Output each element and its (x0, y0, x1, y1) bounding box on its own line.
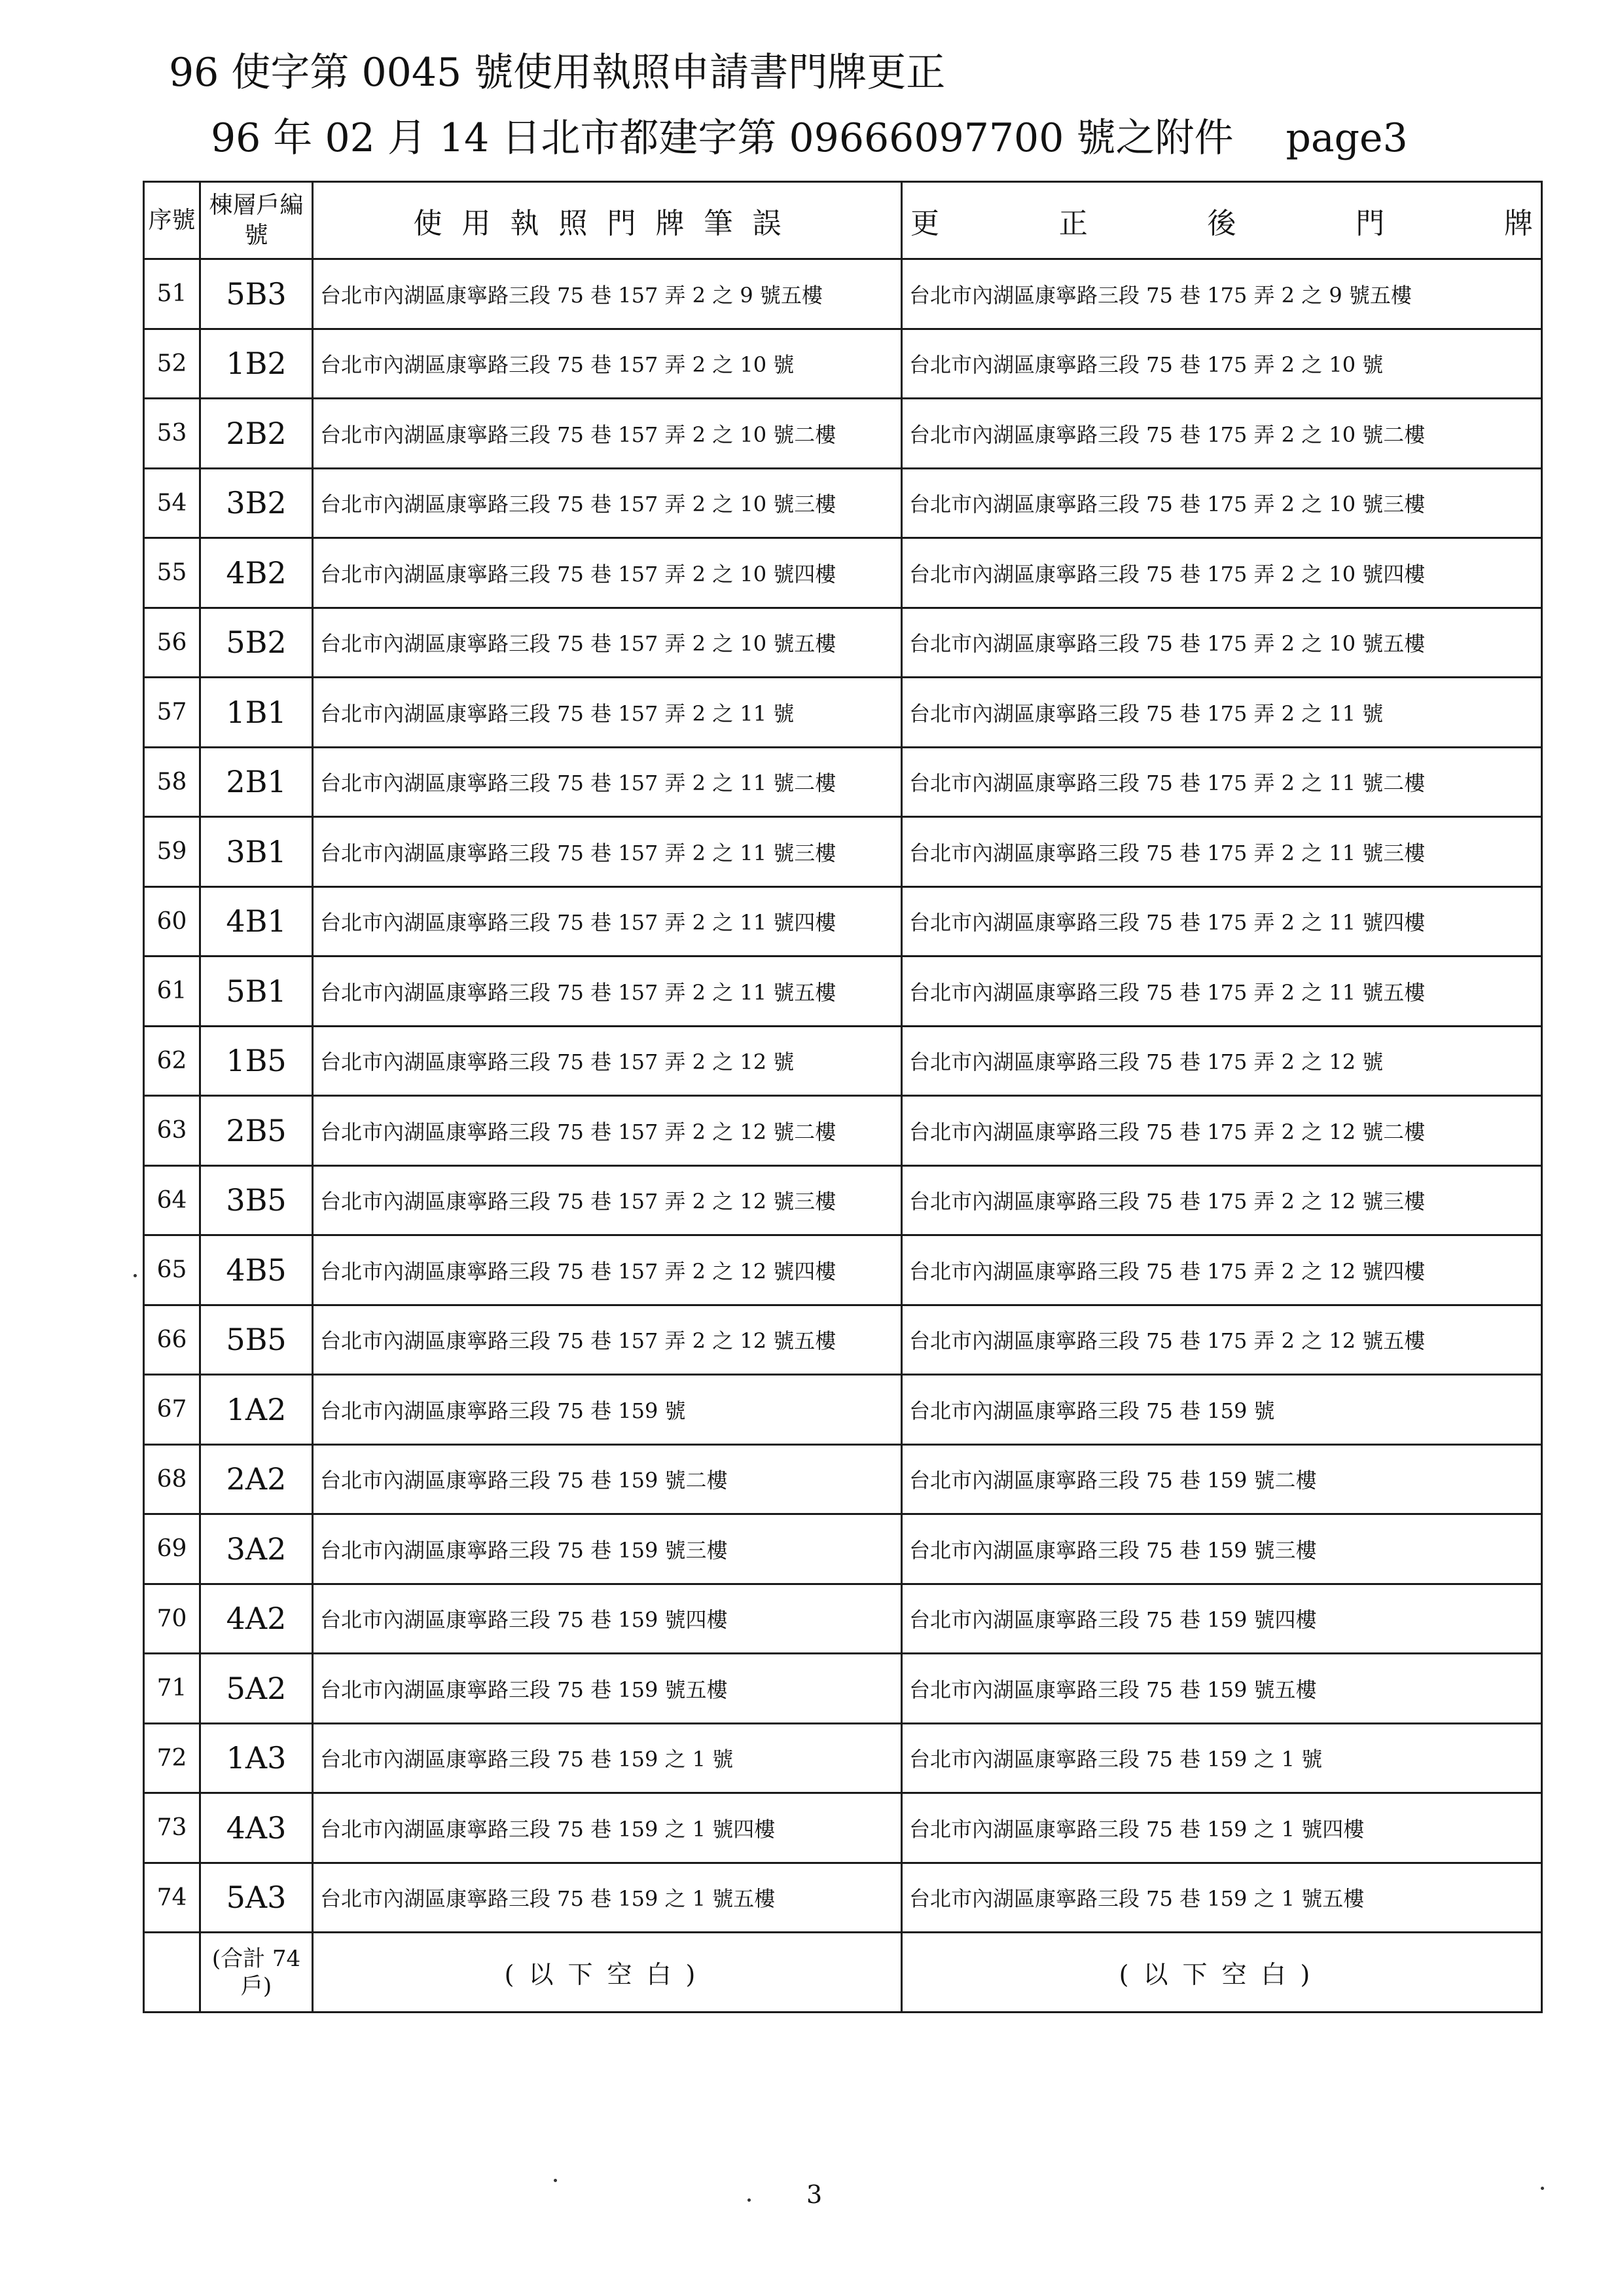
footer-total: (合計 74 戶) (200, 1933, 313, 2013)
row-seq: 67 (144, 1375, 200, 1445)
row-seq: 69 (144, 1514, 200, 1584)
footer-blank-wrong: (以下空白) (313, 1933, 902, 2013)
row-corrected-address: 台北市內湖區康寧路三段 75 巷 175 弄 2 之 11 號五樓 (902, 957, 1542, 1027)
row-seq: 51 (144, 259, 200, 329)
row-unit-code: 3B2 (200, 468, 313, 538)
row-seq: 65 (144, 1235, 200, 1305)
page-label: page3 (1285, 115, 1408, 161)
document-title-line1: 96 使字第 0045 號使用執照申請書門牌更正 (169, 50, 946, 96)
row-seq: 73 (144, 1793, 200, 1863)
row-corrected-address: 台北市內湖區康寧路三段 75 巷 175 弄 2 之 11 號四樓 (902, 886, 1542, 957)
row-unit-code: 3A2 (200, 1514, 313, 1584)
table-row (144, 1305, 1542, 1375)
row-corrected-address: 台北市內湖區康寧路三段 75 巷 175 弄 2 之 12 號五樓 (902, 1305, 1542, 1375)
row-wrong-address: 台北市內湖區康寧路三段 75 巷 157 弄 2 之 11 號五樓 (313, 957, 902, 1027)
row-seq: 58 (144, 747, 200, 817)
column-header-unit: 棟層戶編號 (200, 182, 313, 259)
row-wrong-address: 台北市內湖區康寧路三段 75 巷 157 弄 2 之 10 號五樓 (313, 608, 902, 678)
row-seq: 57 (144, 678, 200, 748)
row-wrong-address: 台北市內湖區康寧路三段 75 巷 159 之 1 號五樓 (313, 1863, 902, 1933)
row-seq: 52 (144, 329, 200, 399)
row-seq: 60 (144, 886, 200, 957)
row-seq: 63 (144, 1096, 200, 1166)
row-wrong-address: 台北市內湖區康寧路三段 75 巷 157 弄 2 之 12 號三樓 (313, 1165, 902, 1235)
table-footer-row (144, 1933, 1542, 2013)
row-wrong-address: 台北市內湖區康寧路三段 75 巷 157 弄 2 之 11 號二樓 (313, 747, 902, 817)
table-row (144, 957, 1542, 1027)
row-wrong-address: 台北市內湖區康寧路三段 75 巷 159 之 1 號四樓 (313, 1793, 902, 1863)
row-wrong-address: 台北市內湖區康寧路三段 75 巷 157 弄 2 之 11 號四樓 (313, 886, 902, 957)
row-unit-code: 4B2 (200, 538, 313, 608)
row-unit-code: 5A3 (200, 1863, 313, 1933)
address-correction-table (143, 181, 1543, 2013)
row-seq: 68 (144, 1444, 200, 1514)
table-row (144, 1584, 1542, 1654)
row-unit-code: 5B1 (200, 957, 313, 1027)
row-corrected-address: 台北市內湖區康寧路三段 75 巷 175 弄 2 之 10 號三樓 (902, 468, 1542, 538)
row-corrected-address: 台北市內湖區康寧路三段 75 巷 175 弄 2 之 10 號五樓 (902, 608, 1542, 678)
table-row (144, 1444, 1542, 1514)
row-seq: 72 (144, 1723, 200, 1793)
row-corrected-address: 台北市內湖區康寧路三段 75 巷 175 弄 2 之 12 號三樓 (902, 1165, 1542, 1235)
row-seq: 62 (144, 1026, 200, 1096)
table-row (144, 608, 1542, 678)
row-seq: 56 (144, 608, 200, 678)
table-row (144, 1375, 1542, 1445)
row-unit-code: 5B5 (200, 1305, 313, 1375)
row-seq: 74 (144, 1863, 200, 1933)
row-seq: 64 (144, 1165, 200, 1235)
row-corrected-address: 台北市內湖區康寧路三段 75 巷 159 號二樓 (902, 1444, 1542, 1514)
scan-speck (1541, 2187, 1544, 2190)
row-unit-code: 5B3 (200, 259, 313, 329)
table-row (144, 1235, 1542, 1305)
document-title-line2 (211, 110, 1408, 166)
row-wrong-address: 台北市內湖區康寧路三段 75 巷 157 弄 2 之 9 號五樓 (313, 259, 902, 329)
table-row (144, 329, 1542, 399)
row-corrected-address: 台北市內湖區康寧路三段 75 巷 175 弄 2 之 12 號 (902, 1026, 1542, 1096)
footer-blank-right: (以下空白) (902, 1933, 1542, 2013)
header-char: 正 (1058, 206, 1088, 240)
table-row (144, 817, 1542, 887)
row-unit-code: 2B1 (200, 747, 313, 817)
row-seq: 59 (144, 817, 200, 887)
header-char: 門 (1356, 206, 1385, 240)
row-wrong-address: 台北市內湖區康寧路三段 75 巷 157 弄 2 之 12 號 (313, 1026, 902, 1096)
scan-speck (134, 1274, 137, 1277)
header-char: 牌 (1504, 206, 1533, 240)
row-unit-code: 1B5 (200, 1026, 313, 1096)
table-row (144, 399, 1542, 469)
row-corrected-address: 台北市內湖區康寧路三段 75 巷 159 號五樓 (902, 1654, 1542, 1724)
row-unit-code: 2B5 (200, 1096, 313, 1166)
row-unit-code: 1A3 (200, 1723, 313, 1793)
table-row (144, 678, 1542, 748)
row-corrected-address: 台北市內湖區康寧路三段 75 巷 175 弄 2 之 9 號五樓 (902, 259, 1542, 329)
column-header-corrected-address (902, 182, 1542, 259)
row-corrected-address: 台北市內湖區康寧路三段 75 巷 159 號三樓 (902, 1514, 1542, 1584)
row-corrected-address: 台北市內湖區康寧路三段 75 巷 175 弄 2 之 10 號二樓 (902, 399, 1542, 469)
row-corrected-address: 台北市內湖區康寧路三段 75 巷 175 弄 2 之 11 號三樓 (902, 817, 1542, 887)
row-unit-code: 4B5 (200, 1235, 313, 1305)
row-seq: 55 (144, 538, 200, 608)
row-corrected-address: 台北市內湖區康寧路三段 75 巷 175 弄 2 之 12 號二樓 (902, 1096, 1542, 1166)
scan-speck (747, 2198, 751, 2202)
row-unit-code: 3B1 (200, 817, 313, 887)
row-corrected-address: 台北市內湖區康寧路三段 75 巷 175 弄 2 之 11 號二樓 (902, 747, 1542, 817)
header-char: 更 (910, 206, 939, 240)
column-header-wrong-address: 使用執照門牌筆誤 (313, 182, 902, 259)
row-corrected-address: 台北市內湖區康寧路三段 75 巷 175 弄 2 之 10 號 (902, 329, 1542, 399)
row-unit-code: 5A2 (200, 1654, 313, 1724)
table-row (144, 468, 1542, 538)
row-wrong-address: 台北市內湖區康寧路三段 75 巷 157 弄 2 之 11 號 (313, 678, 902, 748)
row-seq: 71 (144, 1654, 200, 1724)
row-unit-code: 2B2 (200, 399, 313, 469)
row-unit-code: 4A2 (200, 1584, 313, 1654)
page-number: 3 (806, 2180, 823, 2209)
row-corrected-address: 台北市內湖區康寧路三段 75 巷 159 之 1 號 (902, 1723, 1542, 1793)
row-corrected-address: 台北市內湖區康寧路三段 75 巷 175 弄 2 之 12 號四樓 (902, 1235, 1542, 1305)
row-wrong-address: 台北市內湖區康寧路三段 75 巷 159 號四樓 (313, 1584, 902, 1654)
row-unit-code: 1B2 (200, 329, 313, 399)
table-row (144, 1096, 1542, 1166)
row-wrong-address: 台北市內湖區康寧路三段 75 巷 159 號三樓 (313, 1514, 902, 1584)
row-wrong-address: 台北市內湖區康寧路三段 75 巷 157 弄 2 之 12 號四樓 (313, 1235, 902, 1305)
row-seq: 54 (144, 468, 200, 538)
row-seq: 61 (144, 957, 200, 1027)
row-wrong-address: 台北市內湖區康寧路三段 75 巷 159 號五樓 (313, 1654, 902, 1724)
row-corrected-address: 台北市內湖區康寧路三段 75 巷 159 號 (902, 1375, 1542, 1445)
row-wrong-address: 台北市內湖區康寧路三段 75 巷 159 號二樓 (313, 1444, 902, 1514)
row-unit-code: 4B1 (200, 886, 313, 957)
table-row (144, 1026, 1542, 1096)
row-corrected-address: 台北市內湖區康寧路三段 75 巷 175 弄 2 之 10 號四樓 (902, 538, 1542, 608)
table-row (144, 1514, 1542, 1584)
row-corrected-address: 台北市內湖區康寧路三段 75 巷 159 之 1 號五樓 (902, 1863, 1542, 1933)
row-seq: 70 (144, 1584, 200, 1654)
row-corrected-address: 台北市內湖區康寧路三段 75 巷 175 弄 2 之 11 號 (902, 678, 1542, 748)
row-unit-code: 5B2 (200, 608, 313, 678)
row-unit-code: 4A3 (200, 1793, 313, 1863)
row-wrong-address: 台北市內湖區康寧路三段 75 巷 157 弄 2 之 10 號 (313, 329, 902, 399)
table-row (144, 1863, 1542, 1933)
row-unit-code: 1B1 (200, 678, 313, 748)
table-row (144, 259, 1542, 329)
row-unit-code: 3B5 (200, 1165, 313, 1235)
row-corrected-address: 台北市內湖區康寧路三段 75 巷 159 之 1 號四樓 (902, 1793, 1542, 1863)
row-unit-code: 2A2 (200, 1444, 313, 1514)
row-unit-code: 1A2 (200, 1375, 313, 1445)
table-row (144, 1723, 1542, 1793)
document-reference: 96 年 02 月 14 日北市都建字第 09666097700 號之附件 (211, 115, 1234, 161)
column-header-seq: 序號 (144, 182, 200, 259)
table-row (144, 538, 1542, 608)
table-row (144, 747, 1542, 817)
table-body (144, 259, 1542, 2013)
row-wrong-address: 台北市內湖區康寧路三段 75 巷 159 之 1 號 (313, 1723, 902, 1793)
row-wrong-address: 台北市內湖區康寧路三段 75 巷 157 弄 2 之 10 號三樓 (313, 468, 902, 538)
table-row (144, 1165, 1542, 1235)
scan-speck (554, 2179, 557, 2182)
table-row (144, 1793, 1542, 1863)
row-seq: 66 (144, 1305, 200, 1375)
row-wrong-address: 台北市內湖區康寧路三段 75 巷 159 號 (313, 1375, 902, 1445)
row-wrong-address: 台北市內湖區康寧路三段 75 巷 157 弄 2 之 10 號四樓 (313, 538, 902, 608)
table-row (144, 886, 1542, 957)
table-header-row (144, 182, 1542, 259)
row-corrected-address: 台北市內湖區康寧路三段 75 巷 159 號四樓 (902, 1584, 1542, 1654)
header-char: 後 (1207, 206, 1236, 240)
row-wrong-address: 台北市內湖區康寧路三段 75 巷 157 弄 2 之 11 號三樓 (313, 817, 902, 887)
row-wrong-address: 台北市內湖區康寧路三段 75 巷 157 弄 2 之 12 號二樓 (313, 1096, 902, 1166)
row-wrong-address: 台北市內湖區康寧路三段 75 巷 157 弄 2 之 10 號二樓 (313, 399, 902, 469)
table-row (144, 1654, 1542, 1724)
footer-empty-cell (144, 1933, 200, 2013)
row-seq: 53 (144, 399, 200, 469)
row-wrong-address: 台北市內湖區康寧路三段 75 巷 157 弄 2 之 12 號五樓 (313, 1305, 902, 1375)
